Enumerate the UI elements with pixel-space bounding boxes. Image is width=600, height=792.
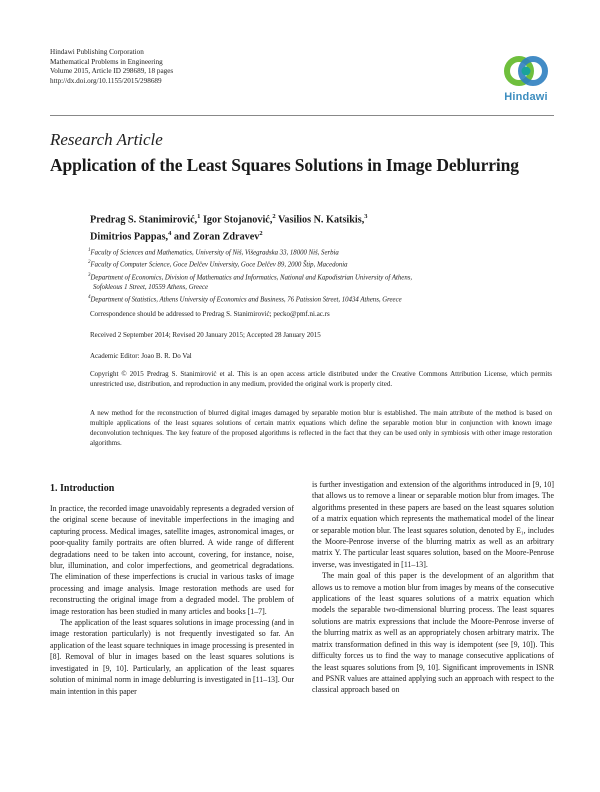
author-name: Igor Stojanović, (200, 214, 273, 226)
body-column-left (50, 503, 294, 697)
correspondence: Correspondence should be addressed to Predrag S. Stanimirović; pecko@pmf.ni.ac.rs (90, 310, 330, 318)
volume-line: Volume 2015, Article ID 298689, 18 pages (50, 67, 174, 76)
publisher: Hindawi Publishing Corporation (50, 48, 144, 56)
affiliation-item: $^1$Faculty of Sciences and Mathematics, University of Niš, Višegradska 33, 18000 Niš, Serbia (88, 248, 339, 257)
author-line-1 (90, 210, 550, 227)
header-divider (50, 115, 554, 116)
author-affil-mark: 2 (272, 213, 276, 220)
paragraph: In practice, the recorded image unavoidably represents a degraded version of the original scene because of inevitable imperfections in the imaging and capturing process. Medical images, satellite images, astronomical images, or poor-quality family portraits are often blurred. A wide range of different degradations need to be taken into account, covering, for instance, noise, blur, illumination, and color imperfections, and geometrical degradations. The elimination of these imperfections is crucial in various tasks of image processing and image analysis. Image restoration methods are used for reconstructing the original image from a degraded model. The problem of image restoration has been studied in many articles and books [1–7]. (50, 504, 294, 616)
affiliation-item: $^3$Department of Economics, Division of Mathematics and Informatics, National and Kapodistrian University of Athens, (88, 272, 413, 281)
body-column-right (312, 479, 554, 696)
author-affil-mark: 3 (364, 213, 368, 220)
page-title: Application of the Least Squares Solutions in Image Deblurring (50, 155, 519, 175)
author-name: Dimitrios Pappas, (90, 231, 169, 243)
history-dates: Received 2 September 2014; Revised 20 January 2015; Accepted 28 January 2015 (90, 331, 321, 339)
author-list (90, 210, 550, 245)
author-line-2 (90, 227, 550, 244)
hindawi-logo-text: Hindawi (504, 91, 548, 103)
doi-link[interactable]: http://dx.doi.org/10.1155/2015/298689 (50, 76, 162, 85)
copyright-notice: Copyright © 2015 Predrag S. Stanimirović et al. This is an open access article distributed under the Creative Commons Attribution License, which permits unrestricted use, distribution, and reproduction in any medium, provided the original work is properly cited. (90, 370, 552, 388)
author-name: Vasilios N. Katsikis, (275, 214, 365, 226)
author-affil-mark: 1 (197, 213, 201, 220)
affiliations (88, 246, 558, 305)
article-type: Research Article (50, 130, 163, 149)
author-name: and Zoran Zdravev (171, 231, 260, 243)
journal-name: Mathematical Problems in Engineering (50, 57, 163, 66)
abstract: A new method for the reconstruction of blurred digital images damaged by separable motion blur is established. The main attribute of the method is based on multiple applications of the least squares solutions of certain matrix equations which define the separable motion blur in conjunction with known image deconvolution techniques. The key feature of the proposed algorithms is reflected in the fact that they can be used only in symbiosis with other image restoration algorithms. (90, 409, 552, 447)
affiliation-item: $^4$Department of Statistics, Athens University of Economics and Business, 76 Patission Street, 10434 Athens, Greece (88, 294, 402, 304)
paragraph: The main goal of this paper is the development of an algorithm that allows us to remove a motion blur from images by means of the consecutive applications of the least squares solutions of a matrix equation which models the separable two-dimensional blurring process. The least squares solutions are matrix expressions that include the Moore-Penrose inverse of the blurring matrix as well as an appropriately chosen arbitrary matrix. The matrix transformation defined in this way is idempotent (see [9, 10]). This difficulty forces us to find the way to manage consecutive applications of the least squares solutions from [9, 10]. Significant improvements in ISNR and PSNR values are attained applying such an approach with respect to the classical approach based on (312, 571, 554, 695)
affiliation-item: $^2$Faculty of Computer Science, Goce Delčev University, Goce Delčev 89, 2000 Štip, Macedonia (88, 260, 348, 269)
paragraph: The application of the least squares solutions in image processing (and in image restoration particularly) is not frequently investigated so far. An application of the least square techniques in image processing is presented in [8]. Removal of blur in images based on the least squares solutions is investigated in [9, 10]. Particularly, an application of the least squares solution of minimal norm in image deblurring is investigated in [11–13]. Our main intention in this paper (50, 618, 294, 696)
affiliation-item: Sofokleous 1 Street, 10559 Athens, Greece (93, 283, 209, 291)
author-name: Predrag S. Stanimirović, (90, 214, 198, 226)
academic-editor: Academic Editor: Joao B. R. Do Val (90, 352, 192, 360)
author-affil-mark: 4 (168, 230, 172, 238)
author-affil-mark: 2 (259, 230, 263, 238)
journal-header (50, 48, 173, 86)
paragraph: is further investigation and extension of the algorithms introduced in [9, 10] that allows us to remove a linear or separable motion blur from images. The algorithms presented in these papers are based on the least squares solution of a matrix equation which represents the mathematical model of the linear or separable motion blur. The least squares solution, denoted by E₁, includes the Moore-Penrose inverse of the blurring matrix as well as an arbitrary matrix Y. The particular least squares solution, based on the Moore-Penrose inverse, was investigated in [11–13]. (312, 480, 554, 569)
section-heading: 1. Introduction (50, 483, 115, 494)
